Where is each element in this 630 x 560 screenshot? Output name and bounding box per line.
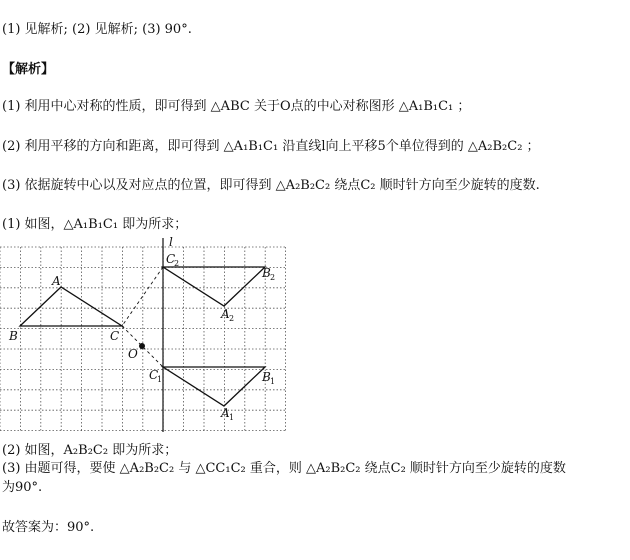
label-b2-sub: 2 (270, 273, 276, 282)
label-b2: B (262, 266, 271, 280)
triangle-a2b2c2 (163, 267, 265, 306)
geometry-figure (0, 236, 300, 436)
label-l: l (169, 236, 173, 249)
analysis-step-3: (3) 依据旋转中心以及对应点的位置，即可得到 △A₂B₂C₂ 绕点C₂ 顺时针方向至少旋转的度数. (2, 178, 540, 193)
analysis-step-2: (2) 利用平移的方向和距离，即可得到 △A₁B₁C₁ 沿直线l向上平移5个单位得到的 △A₂B₂C₂ ； (2, 139, 540, 154)
solution-step-3b: 为90°. (2, 480, 43, 495)
label-a2-sub: 2 (229, 314, 235, 323)
label-o: O (128, 347, 138, 361)
triangle-a1b1c1 (163, 367, 265, 406)
label-a1-sub: 1 (229, 413, 235, 422)
label-a2: A (221, 307, 230, 321)
solution-step-3a: (3) 由题可得，要使 △A₂B₂C₂ 与 △CC₁C₂ 重合，则 △A₂B₂C₂ 绕点C₂ 顺时针方向至少旋转的度数 (2, 461, 566, 476)
label-c: C (110, 329, 120, 343)
label-c1-sub: 1 (157, 375, 163, 384)
label-a: A (52, 274, 61, 288)
solution-step-2: (2) 如图，A₂B₂C₂ 即为所求； (2, 443, 178, 458)
triangle-abc (20, 287, 122, 326)
dotted-grid (0, 247, 286, 431)
section-heading: 【解析】 (2, 62, 55, 77)
label-c2-sub: 2 (174, 259, 180, 268)
label-a1: A (221, 406, 230, 420)
point-o (139, 343, 145, 349)
analysis-step-1: (1) 利用中心对称的性质，即可得到 △ABC 关于O点的中心对称图形 △A₁B₁C₁ ； (2, 99, 471, 114)
label-b1-sub: 1 (270, 377, 276, 386)
label-b1: B (262, 370, 271, 384)
label-c1: C (149, 368, 159, 382)
label-b: B (9, 329, 18, 343)
solution-step-1: (1) 如图，△A₁B₁C₁ 即为所求； (2, 217, 188, 232)
label-c2: C (166, 252, 176, 266)
answer-line: (1) 见解析; (2) 见解析; (3) 90°. (2, 22, 192, 37)
final-answer: 故答案为：90°. (2, 520, 95, 535)
